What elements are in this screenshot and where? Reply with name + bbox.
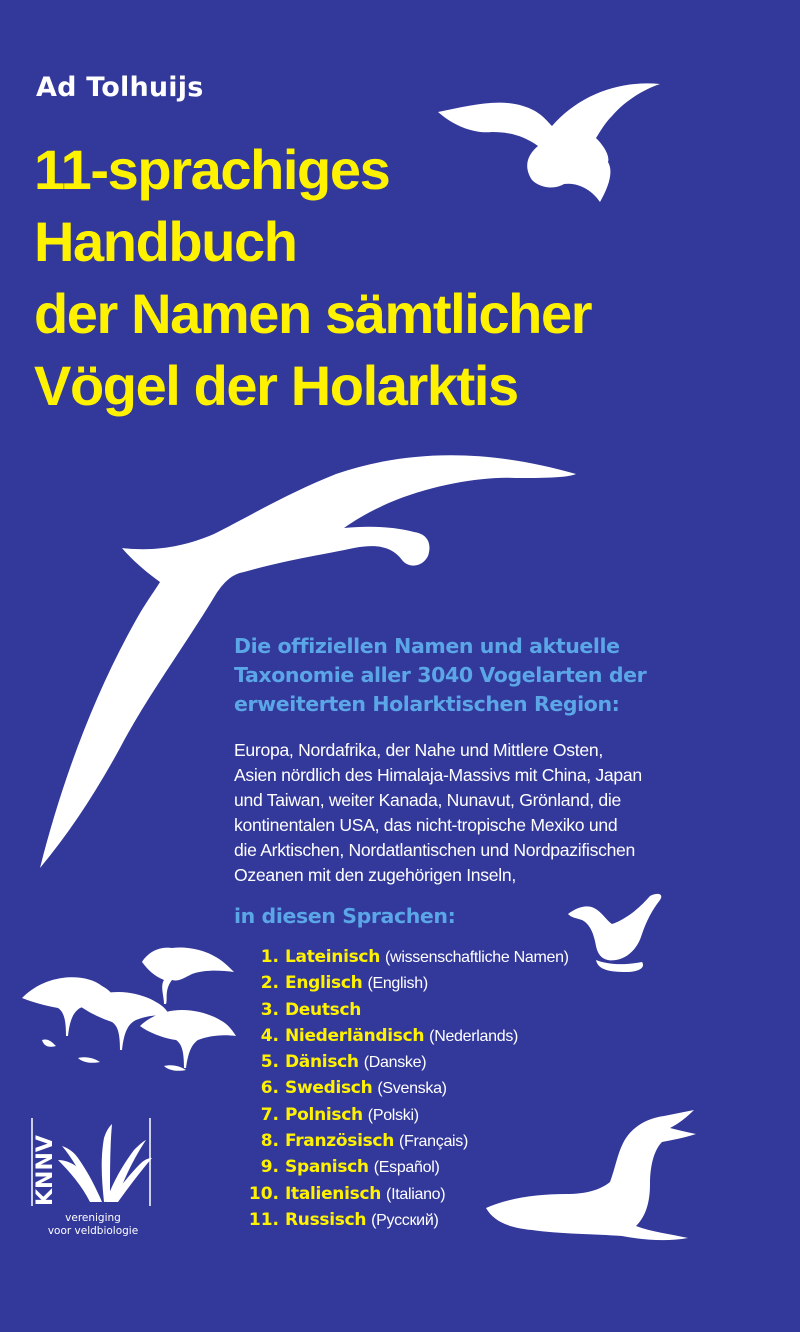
- publisher-line2: voor veldbiologie: [47, 1225, 139, 1237]
- language-native-name: (Polski): [367, 1106, 419, 1124]
- region-description: [234, 738, 642, 888]
- language-number: 7.: [260, 1104, 279, 1125]
- title-line: der Namen sämtlicher: [34, 282, 592, 345]
- gull-silhouette: [428, 76, 668, 208]
- intro-line: erweiterten Holarktischen Region:: [234, 692, 620, 716]
- language-name: Swedisch: [285, 1078, 373, 1099]
- language-native-name: (English): [367, 975, 428, 993]
- dipper-silhouette: [566, 890, 666, 974]
- language-native-name: (Français): [399, 1133, 469, 1151]
- language-native-name: (wissenschaftliche Namen): [385, 949, 569, 966]
- language-item: [236, 970, 569, 996]
- language-number: 5.: [260, 1052, 279, 1073]
- language-number: 3.: [260, 999, 279, 1020]
- language-native-name: (Danske): [363, 1054, 427, 1072]
- language-number: 9.: [260, 1157, 279, 1178]
- language-name: Französisch: [285, 1131, 395, 1152]
- title-line: Handbuch: [34, 210, 297, 273]
- plant-icon: [58, 1124, 152, 1202]
- language-number: 10.: [248, 1183, 279, 1204]
- language-name: Italienisch: [285, 1183, 382, 1204]
- description-line: und Taiwan, weiter Kanada, Nunavut, Grönland, die: [234, 790, 621, 810]
- svg-text:KNNV: KNNV: [33, 1135, 58, 1206]
- language-native-name: (Italiano): [386, 1185, 446, 1203]
- language-name: Spanisch: [285, 1157, 369, 1178]
- language-native-name: (Svenska): [377, 1080, 447, 1098]
- language-native-name: (Русский): [371, 1211, 439, 1229]
- language-item: [236, 1049, 569, 1075]
- description-line: kontinentalen USA, das nicht-tropische Mexiko und: [234, 815, 618, 835]
- language-name: Lateinisch: [285, 947, 381, 967]
- author-name: Ad Tolhuijs: [36, 72, 204, 103]
- loon-silhouette: [474, 1110, 706, 1248]
- language-item: [236, 1023, 569, 1049]
- intro-line: Taxonomie aller 3040 Vogelarten der: [234, 663, 647, 687]
- language-number: 8.: [260, 1131, 279, 1152]
- publisher-line1: vereniging: [65, 1212, 121, 1224]
- language-number: 11.: [248, 1209, 279, 1230]
- description-line: Europa, Nordafrika, der Nahe und Mittlere Osten,: [234, 740, 603, 760]
- language-name: Dänisch: [285, 1052, 359, 1073]
- description-line: die Arktischen, Nordatlantischen und Nordpazifischen: [234, 840, 636, 860]
- language-item: [236, 997, 569, 1023]
- language-name: Englisch: [285, 973, 363, 994]
- description-line: Asien nördlich des Himalaja-Massivs mit China, Japan: [234, 765, 642, 785]
- title-line: 11-sprachiges: [34, 138, 390, 201]
- description-line: Ozeanen mit den zugehörigen Inseln,: [234, 865, 516, 885]
- title-line: Vögel der Holarktis: [34, 354, 518, 417]
- language-number: 1.: [260, 947, 279, 967]
- language-item: [236, 1075, 569, 1101]
- language-name: Deutsch: [285, 999, 362, 1020]
- knnv-logo-lettering: [33, 1135, 58, 1206]
- language-number: 4.: [260, 1025, 279, 1046]
- intro-text: [234, 632, 646, 719]
- language-number: 2.: [260, 973, 279, 994]
- language-native-name: (Español): [373, 1159, 440, 1177]
- languages-heading: in diesen Sprachen:: [234, 904, 456, 928]
- language-name: Russisch: [285, 1209, 367, 1230]
- sandpipers-silhouette: [18, 940, 242, 1074]
- language-name: Polnisch: [285, 1104, 363, 1125]
- intro-line: Die offiziellen Namen und aktuelle: [234, 634, 620, 658]
- language-number: 6.: [260, 1078, 279, 1099]
- language-name: Niederländisch: [285, 1025, 425, 1046]
- language-native-name: (Nederlands): [429, 1027, 519, 1045]
- language-item: [236, 944, 569, 970]
